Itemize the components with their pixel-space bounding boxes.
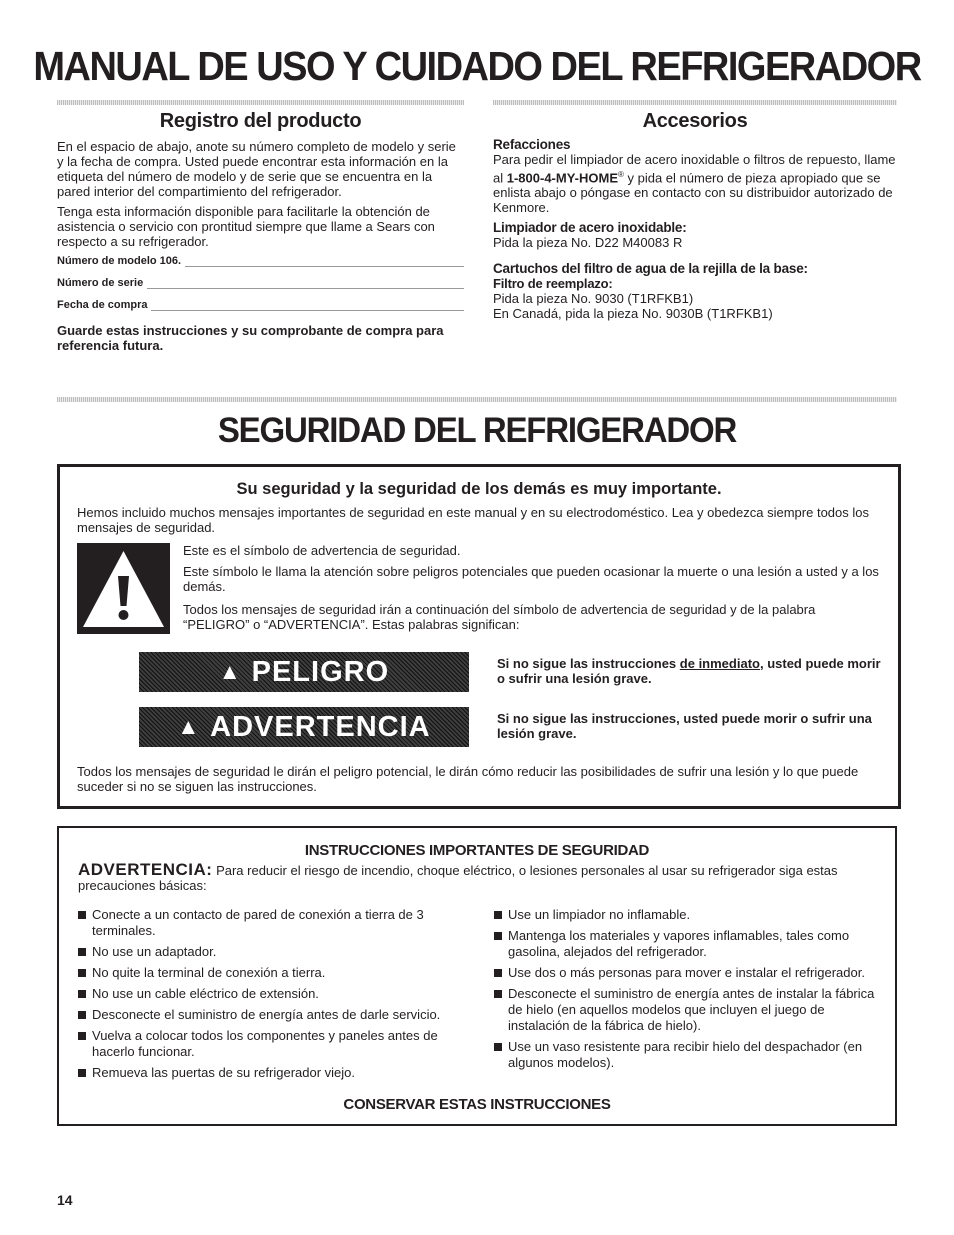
danger-label: PELIGRO <box>251 655 390 688</box>
replacement-filter-heading: Filtro de reemplazo: <box>493 276 613 292</box>
important-instructions-heading: INSTRUCCIONES IMPORTANTES DE SEGURIDAD <box>304 842 650 859</box>
model-number-label: Número de modelo 106. <box>57 255 182 267</box>
product-registration-heading: Registro del producto <box>159 110 362 132</box>
section-divider <box>57 100 464 105</box>
list-item: No quite la terminal de conexión a tierra. <box>78 965 473 981</box>
save-instructions-note: Guarde estas instrucciones y su comprobante de compra para referencia futura. <box>57 323 444 353</box>
list-item: Conecte a un contacto de pared de conexión a tierra de 3 terminales. <box>78 907 473 939</box>
phone-number: 1-800-4-MY-HOME <box>506 170 618 186</box>
bullet-square-icon <box>494 1043 502 1051</box>
warning-label: ADVERTENCIA <box>210 710 431 743</box>
list-item: Use dos o más personas para mover e instalar el refrigerador. <box>494 965 884 981</box>
filter-part-number-canada: En Canadá, pida la pieza No. 9030B (T1RFKB1) <box>493 306 773 322</box>
bullet-square-icon <box>78 990 86 998</box>
cleaner-heading: Limpiador de acero inoxidable: <box>493 220 687 236</box>
list-item: Use un limpiador no inflamable. <box>494 907 884 923</box>
bullet-square-icon <box>78 1069 86 1077</box>
page-number: 14 <box>57 1192 73 1208</box>
accessories-heading: Accesorios <box>642 110 748 132</box>
section-divider <box>57 397 897 402</box>
purchase-date-field <box>57 299 464 311</box>
bullet-square-icon <box>494 990 502 998</box>
safety-footer: Todos los mensajes de seguridad le dirán el peligro potencial, le dirán cómo reducir las posibilidades de sufrir una lesión y lo que puede suceder si no se siguen las instrucciones. <box>77 764 859 794</box>
bullet-square-icon <box>494 911 502 919</box>
serial-number-field <box>57 277 464 289</box>
safety-box-heading: Su seguridad y la seguridad de los demás es muy importante. <box>236 480 722 498</box>
list-item: No use un adaptador. <box>78 944 473 960</box>
accessories-section <box>493 110 897 321</box>
symbol-explanation: Todos los mensajes de seguridad irán a continuación del símbolo de advertencia de seguridad y de la palabra “PELIGRO” o “ADVERTENCIA”. Estas palabras significan: <box>183 602 816 632</box>
list-item: Remueva las puertas de su refrigerador viejo. <box>78 1065 473 1081</box>
bullet-square-icon <box>78 1032 86 1040</box>
list-item: Vuelva a colocar todos los componentes y paneles antes de hacerlo funcionar. <box>78 1028 473 1060</box>
bullet-square-icon <box>494 969 502 977</box>
list-item: Use un vaso resistente para recibir hielo del despachador (en algunos modelos). <box>494 1039 884 1071</box>
registration-paragraph: En el espacio de abajo, anote su número completo de modelo y serie y la fecha de compra. Usted puede encontrar esta información en la etiqueta del número de modelo y de serie que se encuentra en la pared interior del compartimiento del refrigerador. <box>57 139 456 199</box>
danger-signal-panel <box>139 652 469 692</box>
purchase-date-label: Fecha de compra <box>57 299 148 311</box>
list-item: No use un cable eléctrico de extensión. <box>78 986 473 1002</box>
list-item: Desconecte el suministro de energía antes de instalar la fábrica de hielo (en aquellos modelos que incluyen el juego de instalación de la fábrica de hielo). <box>494 986 884 1034</box>
warning-label: ADVERTENCIA: <box>78 860 213 879</box>
bullet-square-icon <box>78 969 86 977</box>
serial-number-label: Número de serie <box>57 277 144 289</box>
symbol-explanation: Este símbolo le llama la atención sobre peligros potenciales que pueden ocasionar la muerte o una lesión a usted y a los demás. <box>183 564 879 594</box>
symbol-explanation: Este es el símbolo de advertencia de seguridad. <box>183 543 461 558</box>
warning-signal-panel <box>139 707 469 747</box>
precautions-list-left <box>78 907 473 1086</box>
replacements-heading: Refacciones <box>493 137 571 152</box>
keep-instructions-label: CONSERVAR ESTAS INSTRUCCIONES <box>343 1096 611 1113</box>
replacements-text: Para pedir el limpiador de acero inoxidable o filtros de repuesto, llame al 1-800-4-MY-HOME® y pida el número de pieza apropiado que se enlista abajo o póngase en contacto con su distribuidor autorizado de Kenmore. <box>493 152 896 216</box>
registration-paragraph: Tenga esta información disponible para facilitarle la obtención de asistencia o servicio con prontitud siempre que llame a Sears con respecto a su refrigerador. <box>57 204 435 249</box>
safety-title: SEGURIDAD DEL REFRIGERADOR <box>217 409 737 450</box>
safety-intro: Hemos incluido muchos mensajes importantes de seguridad en este manual y en su electrodoméstico. Lea y obedezca siempre todos los mensajes de seguridad. <box>77 505 869 535</box>
water-filter-heading: Cartuchos del filtro de agua de la rejilla de la base: <box>493 261 808 277</box>
bullet-square-icon <box>78 1011 86 1019</box>
list-item: Desconecte el suministro de energía antes de darle servicio. <box>78 1007 473 1023</box>
warning-meaning: Si no sigue las instrucciones, usted puede morir o sufrir una lesión grave. <box>497 711 872 741</box>
warning-triangle-icon: ▲ <box>177 714 201 739</box>
product-registration-section <box>57 110 464 353</box>
danger-meaning: Si no sigue las instrucciones de inmediato, usted puede morir o sufrir una lesión grave. <box>497 656 881 686</box>
bullet-square-icon <box>78 948 86 956</box>
bullet-square-icon <box>78 911 86 919</box>
section-divider <box>493 100 897 105</box>
page-title: MANUAL DE USO Y CUIDADO DEL REFRIGERADOR <box>33 44 921 90</box>
list-item: Mantenga los materiales y vapores inflamables, tales como gasolina, alejados del refrigerador. <box>494 928 884 960</box>
filter-part-number: Pida la pieza No. 9030 (T1RFKB1) <box>493 291 694 307</box>
warning-intro: ADVERTENCIA: Para reducir el riesgo de incendio, choque eléctrico, o lesiones personales al usar su refrigerador siga estas precauciones básicas: <box>78 860 838 893</box>
precautions-list-right <box>494 907 884 1076</box>
cleaner-part-number: Pida la pieza No. D22 M40083 R <box>493 235 683 251</box>
warning-triangle-icon <box>77 543 170 634</box>
model-number-field <box>57 255 464 267</box>
warning-triangle-icon: ▲ <box>218 659 242 684</box>
safety-box <box>57 464 901 809</box>
bullet-square-icon <box>494 932 502 940</box>
important-instructions-box <box>57 826 897 1126</box>
